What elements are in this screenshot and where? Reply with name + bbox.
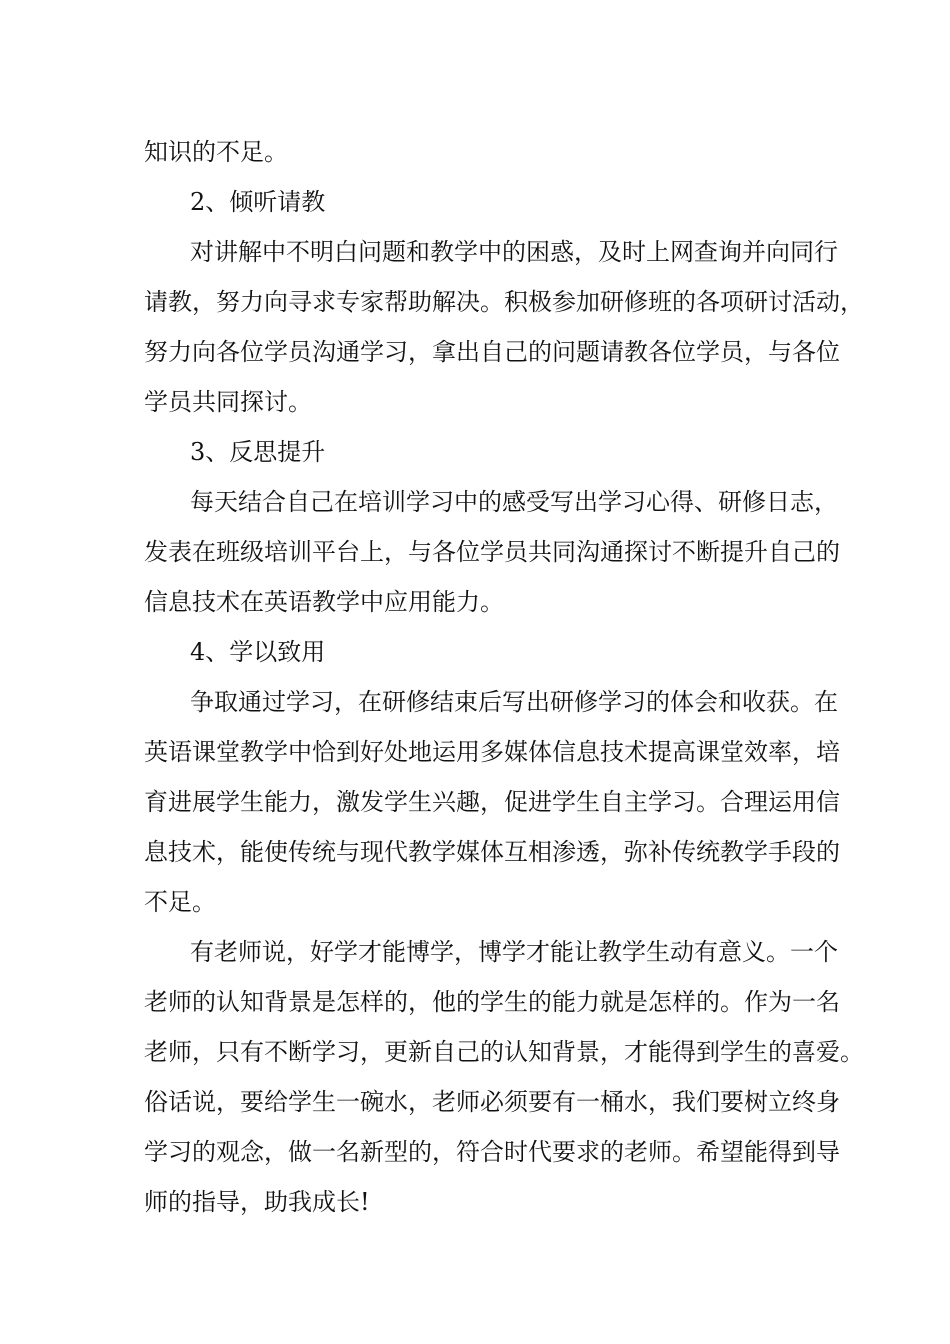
text-line: 俗话说，要给学生一碗水，老师必须要有一桶水，我们要树立终身 <box>144 1088 840 1116</box>
text-line: 每天结合自己在培训学习中的感受写出学习心得、研修日志， <box>190 488 838 516</box>
text-line: 知识的不足。 <box>144 138 288 166</box>
text-line: 信息技术在英语教学中应用能力。 <box>144 588 504 616</box>
text-line: 师的指导，助我成长! <box>144 1188 370 1216</box>
text-line: 息技术，能使传统与现代教学媒体互相渗透，弥补传统教学手段的 <box>144 838 840 866</box>
text-line: 学员共同探讨。 <box>144 388 312 416</box>
text-line: 育进展学生能力，激发学生兴趣，促进学生自主学习。合理运用信 <box>144 788 840 816</box>
section-heading: 4、学以致用 <box>190 638 326 666</box>
text-line: 请教，努力向寻求专家帮助解决。积极参加研修班的各项研讨活动， <box>144 288 864 316</box>
text-line: 有老师说，好学才能博学，博学才能让教学生动有意义。一个 <box>190 938 838 966</box>
text-line: 对讲解中不明白问题和教学中的困惑，及时上网查询并向同行 <box>190 238 838 266</box>
text-line: 发表在班级培训平台上，与各位学员共同沟通探讨不断提升自己的 <box>144 538 840 566</box>
text-line: 英语课堂教学中恰到好处地运用多媒体信息技术提高课堂效率，培 <box>144 738 840 766</box>
section-heading: 2、倾听请教 <box>190 188 326 216</box>
text-line: 学习的观念，做一名新型的，符合时代要求的老师。希望能得到导 <box>144 1138 840 1166</box>
text-line: 争取通过学习，在研修结束后写出研修学习的体会和收获。在 <box>190 688 838 716</box>
section-heading: 3、反思提升 <box>190 438 326 466</box>
text-line: 努力向各位学员沟通学习，拿出自己的问题请教各位学员，与各位 <box>144 338 840 366</box>
text-line: 不足。 <box>144 888 216 916</box>
text-line: 老师的认知背景是怎样的，他的学生的能力就是怎样的。作为一名 <box>144 988 840 1016</box>
text-line: 老师，只有不断学习，更新自己的认知背景，才能得到学生的喜爱。 <box>144 1038 864 1066</box>
